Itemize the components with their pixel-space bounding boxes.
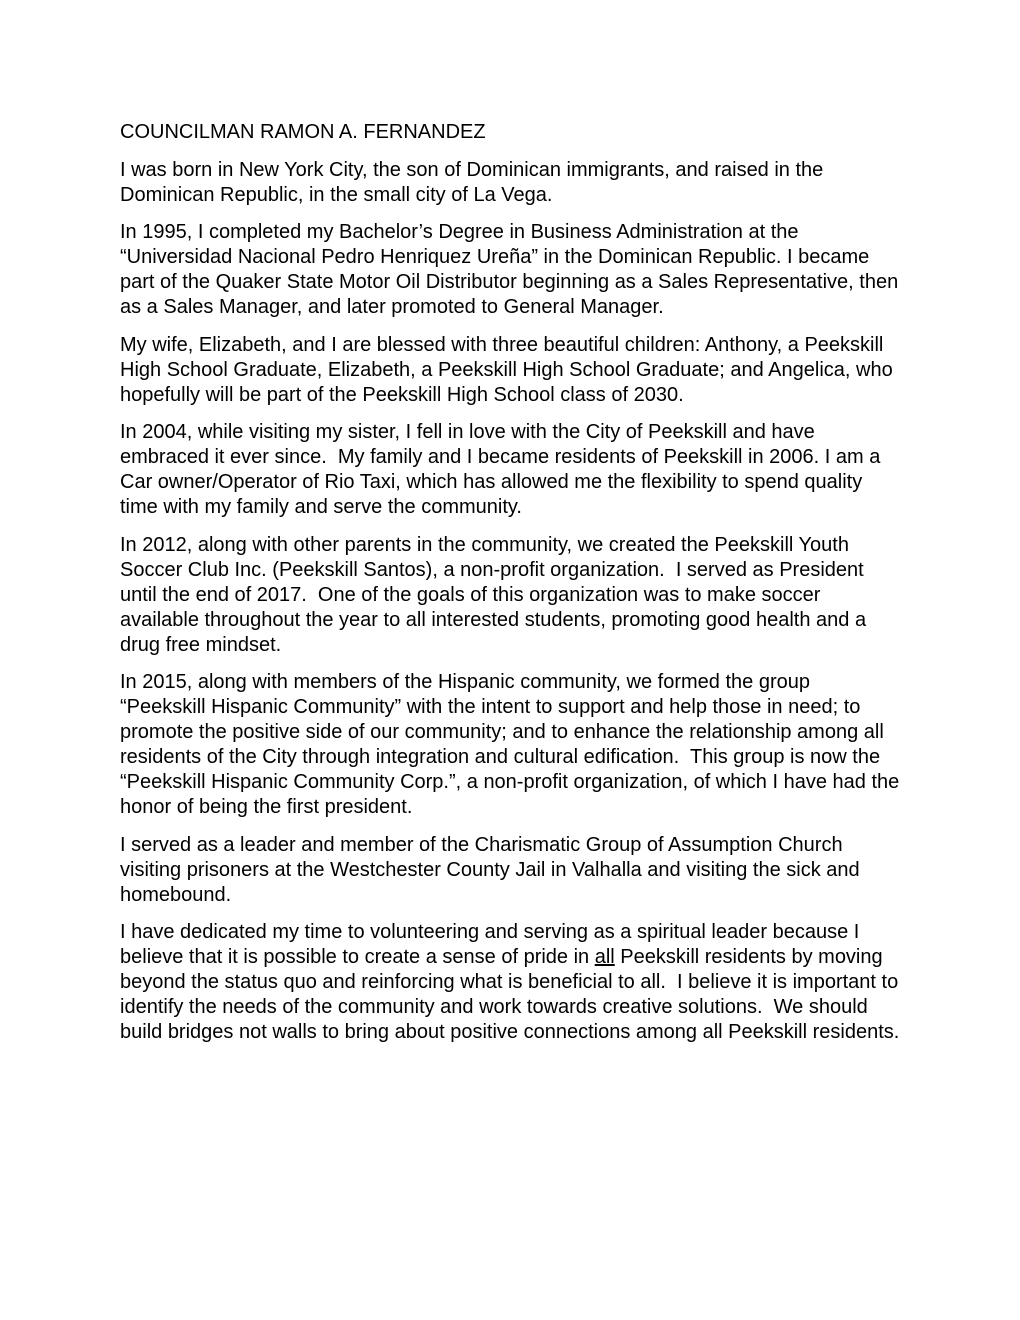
closing-text-before: I have dedicated my time to volunteering and serving as a spiritual leader because I believe that it is possible to create a sense of pride in [120, 921, 865, 968]
paragraph-closing [120, 920, 904, 1045]
paragraph-charismatic-group: I served as a leader and member of the Charismatic Group of Assumption Church visiting prisoners at the Westchester County Jail in Valhalla and visiting the sick and homebound. [120, 833, 866, 906]
document-title: COUNCILMAN RAMON A. FERNANDEZ [120, 121, 486, 143]
paragraph-soccer-club: In 2012, along with other parents in the community, we created the Peekskill Youth Soccer Club Inc. (Peekskill Santos), a non-profit organization. I served as President until the end of 2017. One of the goals of this organization was to make soccer available throughout the year to all interested students, promoting good health and a drug free mindset. [120, 533, 872, 656]
paragraph-education-career: In 1995, I completed my Bachelor’s Degree in Business Administration at the “Universidad Nacional Pedro Henriquez Ureña” in the Dominican Republic. I became part of the Quaker State Motor Oil Distributor beginning as a Sales Representative, then as a Sales Manager, and later promoted to General Manager. [120, 221, 904, 318]
paragraph-hispanic-community: In 2015, along with members of the Hispanic community, we formed the group “Peekskill Hispanic Community” with the intent to support and help those in need; to promote the positive side of our community; and to enhance the relationship among all residents of the City through integration and cultural edification. This group is now the “Peekskill Hispanic Community Corp.”, a non-profit organization, of which I have had the honor of being the first president. [120, 671, 905, 818]
paragraph-peekskill-move: In 2004, while visiting my sister, I fell in love with the City of Peekskill and have embraced it ever since. My family and I became residents of Peekskill in 2006. I am a Car owner/Operator of Rio Taxi, which has allowed me the flexibility to spend quality time with my family and serve the community. [120, 421, 886, 518]
paragraph-family: My wife, Elizabeth, and I are blessed with three beautiful children: Anthony, a Peekskill High School Graduate, Elizabeth, a Peekskill High School Graduate; and Angelica, who hopefully will be part of the Peekskill High School class of 2030. [120, 333, 899, 406]
closing-text-after: Peekskill residents by moving beyond the status quo and reinforcing what is beneficial to all. I believe it is important to identify the needs of the community and work towards creative solutions. We should build bridges not walls to bring about positive connections among all Peekskill residents. [120, 946, 904, 1043]
paragraph-birth: I was born in New York City, the son of Dominican immigrants, and raised in the Dominican Republic, in the small city of La Vega. [120, 158, 829, 206]
underlined-word-all: all [594, 946, 615, 968]
